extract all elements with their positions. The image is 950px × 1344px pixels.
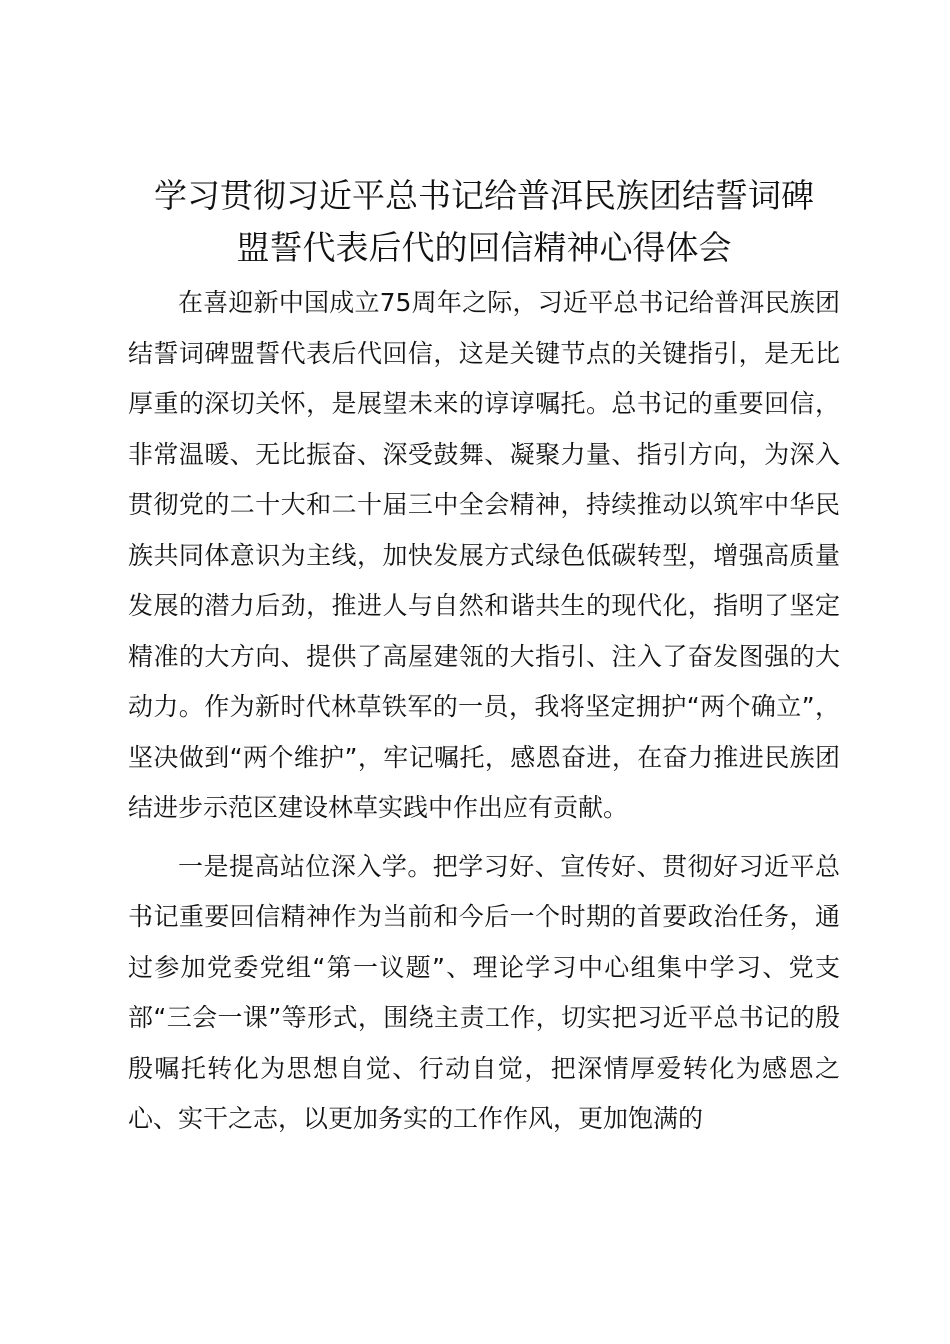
body-paragraph-1: 在喜迎新中国成立75周年之际，习近平总书记给普洱民族团结誓词碑盟誓代表后代回信，这是关键节点的关键指引，是无比厚重的深切关怀，是展望未来的谆谆嘱托。总书记的重要回信，非常温暖、无比振奋、深受鼓舞、凝聚力量、指引方向，为深入贯彻党的二十大和二十届三中全会精神，持续推动以筑牢中华民族共同体意识为主线，加快发展方式绿色低碳转型，增强高质量发展的潜力后劲，推进人与自然和谐共生的现代化，指明了坚定精准的大方向、提供了高屋建瓴的大指引、注入了奋发图强的大动力。作为新时代林草铁军的一员，我将坚定拥护“两个确立”，坚决做到“两个维护”，牢记嘱托，感恩奋进，在奋力推进民族团结进步示范区建设林草实践中作出应有贡献。 [128,288,840,822]
body-paragraph-2: 一是提高站位深入学。把学习好、宣传好、贯彻好习近平总书记重要回信精神作为当前和今后一个时期的首要政治任务，通过参加党委党组“第一议题”、理论学习中心组集中学习、党支部“三会一课”等形式，围绕主责工作，切实把习近平总书记的殷殷嘱托转化为思想自觉、行动自觉，把深情厚爱转化为感恩之心、实干之志，以更加务实的工作作风，更加饱满的 [128,851,840,1133]
document-title [128,170,840,274]
title-line-1: 学习贯彻习近平总书记给普洱民族团结誓词碑 [154,176,814,215]
title-line-2: 盟誓代表后代的回信精神心得体会 [236,228,732,267]
